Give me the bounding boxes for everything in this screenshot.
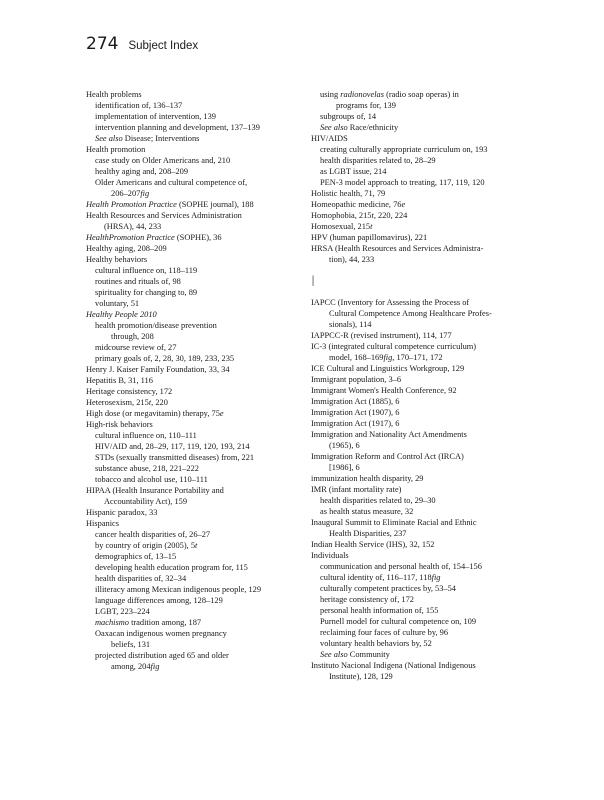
index-subentry bbox=[311, 100, 523, 111]
index-text: illiteracy among Mexican indigenous people, 129 bbox=[95, 585, 262, 594]
index-subentry bbox=[311, 122, 523, 133]
index-text: , 170–171, 172 bbox=[392, 353, 443, 362]
index-entry bbox=[311, 188, 523, 199]
index-text: Hispanics bbox=[86, 519, 120, 528]
index-entry bbox=[311, 210, 523, 221]
index-entry bbox=[86, 210, 298, 221]
index-text: machismo bbox=[95, 618, 129, 627]
index-text: Accountability Act), 159 bbox=[104, 497, 188, 506]
index-subentry bbox=[86, 551, 298, 562]
index-text: among, 204 bbox=[111, 662, 151, 671]
index-text: Older Americans and cultural competence of, bbox=[95, 178, 248, 187]
index-subentry bbox=[86, 166, 298, 177]
index-subentry bbox=[86, 573, 298, 584]
index-subentry bbox=[311, 319, 523, 330]
index-text: Health Disparities, 237 bbox=[329, 529, 407, 538]
index-text: subgroups of, 14 bbox=[320, 112, 377, 121]
index-subentry bbox=[311, 495, 523, 506]
index-subentry bbox=[311, 561, 523, 572]
index-text: Immigration Reform and Control Act (IRCA) bbox=[311, 452, 464, 461]
index-text: IAPCC (Inventory for Assessing the Process of bbox=[311, 298, 470, 307]
index-text: model, 168–169 bbox=[329, 353, 384, 362]
index-entry bbox=[86, 144, 298, 155]
index-text: , 220 bbox=[151, 398, 168, 407]
index-subentry bbox=[311, 605, 523, 616]
index-text: health disparities of, 32–34 bbox=[95, 574, 187, 583]
index-text: reclaiming four faces of culture by, 96 bbox=[320, 628, 449, 637]
index-text: fig bbox=[140, 189, 150, 198]
index-text: cultural identity of, 116–117, 118 bbox=[320, 573, 432, 582]
index-subentry bbox=[86, 452, 298, 463]
index-subentry bbox=[311, 254, 523, 265]
index-text: Cultural Competence Among Healthcare Profes- bbox=[329, 309, 492, 318]
index-entry bbox=[86, 232, 298, 243]
index-text: t bbox=[148, 398, 152, 407]
index-text: voluntary health behaviors by, 52 bbox=[320, 639, 432, 648]
index-subentry bbox=[311, 572, 523, 583]
index-text: Heterosexism, 215 bbox=[86, 398, 149, 407]
index-text: sionals), 114 bbox=[329, 320, 372, 329]
index-subentry bbox=[86, 540, 298, 551]
index-entry bbox=[311, 550, 523, 561]
index-text: projected distribution aged 65 and older bbox=[95, 651, 229, 660]
index-text: case study on Older Americans and, 210 bbox=[95, 156, 231, 165]
index-subentry bbox=[86, 584, 298, 595]
index-text: Healthy behaviors bbox=[86, 255, 148, 264]
index-subentry bbox=[311, 89, 523, 100]
index-text: Homosexual, 215 bbox=[311, 222, 371, 231]
index-text: cultural influence on, 118–119 bbox=[95, 266, 198, 275]
index-entry bbox=[86, 89, 298, 100]
index-text: Health Resources and Services Administration bbox=[86, 211, 242, 220]
index-entry bbox=[86, 309, 298, 320]
index-entry bbox=[311, 484, 523, 495]
index-subentry bbox=[311, 177, 523, 188]
index-subentry bbox=[311, 671, 523, 682]
index-text: heritage consistency of, 172 bbox=[320, 595, 414, 604]
index-text: culturally competent practices by, 53–54 bbox=[320, 584, 456, 593]
index-text: High-risk behaviors bbox=[86, 420, 153, 429]
index-subentry bbox=[86, 320, 298, 331]
index-text: Immigrant Women's Health Conference, 92 bbox=[311, 386, 457, 395]
index-text: HealthPromotion Practice bbox=[86, 233, 175, 242]
index-entry bbox=[86, 254, 298, 265]
index-text: Health promotion bbox=[86, 145, 146, 154]
index-text: midcourse review of, 27 bbox=[95, 343, 177, 352]
index-text: Race/ethnicity bbox=[347, 123, 399, 132]
index-entry bbox=[311, 133, 523, 144]
index-text: Hepatitis B, 31, 116 bbox=[86, 376, 153, 385]
index-text: immunization health disparity, 29 bbox=[311, 474, 424, 483]
index-entries-h-continued bbox=[311, 89, 523, 265]
index-text: Healthy People 2010 bbox=[86, 310, 157, 319]
index-subentry bbox=[311, 308, 523, 319]
index-text: primary goals of, 2, 28, 30, 189, 233, 235 bbox=[95, 354, 235, 363]
index-text: healthy aging and, 208–209 bbox=[95, 167, 189, 176]
index-text: tobacco and alcohol use, 110–111 bbox=[95, 475, 208, 484]
section-title: Subject Index bbox=[128, 40, 199, 52]
index-entry bbox=[311, 539, 523, 550]
index-text: tion), 44, 233 bbox=[329, 255, 375, 264]
index-text: cultural influence on, 110–111 bbox=[95, 431, 197, 440]
index-text: Health problems bbox=[86, 90, 142, 99]
index-subentry bbox=[86, 430, 298, 441]
index-text: Immigration Act (1885), 6 bbox=[311, 397, 400, 406]
index-text: Hispanic paradox, 33 bbox=[86, 508, 158, 517]
index-subentry bbox=[311, 111, 523, 122]
index-text: See also bbox=[95, 134, 123, 143]
index-text: as LGBT issue, 214 bbox=[320, 167, 387, 176]
index-text: routines and rituals of, 98 bbox=[95, 277, 181, 286]
index-subentry bbox=[86, 111, 298, 122]
index-subentry bbox=[86, 353, 298, 364]
index-subentry bbox=[311, 506, 523, 517]
index-entry bbox=[311, 451, 523, 462]
index-entry bbox=[311, 243, 523, 254]
index-subentry bbox=[86, 628, 298, 639]
index-entry bbox=[311, 418, 523, 429]
index-subentry bbox=[311, 616, 523, 627]
index-entry bbox=[311, 341, 523, 352]
index-text: developing health education program for, 115 bbox=[95, 563, 248, 572]
index-text: [1986], 6 bbox=[329, 463, 360, 472]
index-subentry bbox=[86, 463, 298, 474]
index-subentry bbox=[86, 441, 298, 452]
index-entry bbox=[311, 396, 523, 407]
index-text: Heritage consistency, 172 bbox=[86, 387, 173, 396]
index-text: Holistic health, 71, 79 bbox=[311, 189, 386, 198]
index-text: Institute), 128, 129 bbox=[329, 672, 393, 681]
index-subentry bbox=[86, 122, 298, 133]
index-text: health disparities related to, 28–29 bbox=[320, 156, 436, 165]
index-entry bbox=[311, 517, 523, 528]
index-subentry bbox=[86, 639, 298, 650]
index-subentry bbox=[86, 562, 298, 573]
index-text: STDs (sexually transmitted diseases) from, 221 bbox=[95, 453, 255, 462]
index-entry bbox=[86, 386, 298, 397]
index-text: (radio soap operas) in bbox=[383, 90, 459, 99]
index-text: health promotion/disease prevention bbox=[95, 321, 217, 330]
index-entry bbox=[311, 221, 523, 232]
index-text: t bbox=[371, 211, 374, 220]
index-text: Inaugural Summit to Eliminate Racial and Ethnic bbox=[311, 518, 477, 527]
index-subentry bbox=[311, 155, 523, 166]
index-text: HIV/AIDS bbox=[311, 134, 348, 143]
index-text: using bbox=[320, 90, 341, 99]
index-text: health disparities related to, 29–30 bbox=[320, 496, 436, 505]
index-entry bbox=[86, 375, 298, 386]
index-entry bbox=[311, 385, 523, 396]
index-text: creating culturally appropriate curriculum on, 193 bbox=[320, 145, 488, 154]
index-text: (1965), 6 bbox=[329, 441, 360, 450]
index-text: by country of origin (2005), 5 bbox=[95, 541, 196, 550]
index-text: beliefs, 131 bbox=[111, 640, 151, 649]
index-entry bbox=[86, 243, 298, 254]
letter-heading-text: I bbox=[311, 274, 316, 290]
index-subentry bbox=[311, 594, 523, 605]
index-entry bbox=[86, 518, 298, 529]
index-subentry bbox=[311, 649, 523, 660]
index-entry bbox=[311, 199, 523, 210]
index-text: Healthy aging, 208–209 bbox=[86, 244, 167, 253]
index-text: (HRSA), 44, 233 bbox=[104, 222, 162, 231]
index-subentry bbox=[86, 650, 298, 661]
index-column-right bbox=[311, 89, 523, 682]
index-text: , 220, 224 bbox=[373, 211, 408, 220]
index-text: HRSA (Health Resources and Services Administra- bbox=[311, 244, 484, 253]
index-text: Indian Health Service (IHS), 32, 152 bbox=[311, 540, 435, 549]
index-text: Homeopathic medicine, 76 bbox=[311, 200, 402, 209]
index-text: tradition among, 187 bbox=[128, 618, 202, 627]
index-text: t bbox=[195, 541, 198, 550]
index-text: (SOPHE journal), 188 bbox=[176, 200, 254, 209]
index-entry bbox=[311, 232, 523, 243]
index-subentry bbox=[311, 638, 523, 649]
index-text: Oaxacan indigenous women pregnancy bbox=[95, 629, 227, 638]
index-text: 206–207 bbox=[111, 189, 141, 198]
index-text: personal health information of, 155 bbox=[320, 606, 439, 615]
index-subentry bbox=[86, 496, 298, 507]
index-text: Immigration and Nationality Act Amendments bbox=[311, 430, 467, 439]
index-entry bbox=[86, 485, 298, 496]
index-text: t bbox=[370, 222, 373, 231]
index-text: IC-3 (integrated cultural competence curriculum) bbox=[311, 342, 477, 351]
index-subentry bbox=[86, 617, 298, 628]
index-subentry bbox=[311, 528, 523, 539]
index-entry bbox=[86, 419, 298, 430]
index-subentry bbox=[86, 276, 298, 287]
index-entry bbox=[86, 397, 298, 408]
index-text: HIV/AID and, 28–29, 117, 119, 120, 193, 214 bbox=[95, 442, 250, 451]
index-entry bbox=[86, 408, 298, 419]
index-subentry bbox=[311, 352, 523, 363]
page-header bbox=[86, 34, 198, 54]
index-text: Individuals bbox=[311, 551, 349, 560]
index-text: HIPAA (Health Insurance Portability and bbox=[86, 486, 224, 495]
index-entries-i bbox=[311, 297, 523, 682]
index-text: Homophobia, 215 bbox=[311, 211, 372, 220]
index-entry bbox=[311, 297, 523, 308]
index-entry bbox=[311, 429, 523, 440]
index-text: Henry J. Kaiser Family Foundation, 33, 34 bbox=[86, 365, 230, 374]
index-subentry bbox=[86, 474, 298, 485]
index-text: programs for, 139 bbox=[336, 101, 396, 110]
index-text: voluntary, 51 bbox=[95, 299, 140, 308]
index-text: fig bbox=[431, 573, 441, 582]
index-text: Immigrant population, 3–6 bbox=[311, 375, 402, 384]
index-text: cancer health disparities of, 26–27 bbox=[95, 530, 211, 539]
index-text: communication and personal health of, 154–156 bbox=[320, 562, 482, 571]
index-entry bbox=[311, 374, 523, 385]
index-subentry bbox=[86, 606, 298, 617]
index-text: radionovelas bbox=[340, 90, 384, 99]
index-entry bbox=[311, 473, 523, 484]
index-text: e bbox=[401, 200, 406, 209]
index-text: intervention planning and development, 137–139 bbox=[95, 123, 260, 132]
index-text: identification of, 136–137 bbox=[95, 101, 183, 110]
index-text: fig bbox=[150, 662, 160, 671]
index-entry bbox=[311, 363, 523, 374]
letter-heading bbox=[311, 275, 523, 297]
index-text: fig bbox=[383, 353, 393, 362]
index-subentry bbox=[86, 221, 298, 232]
index-subentry bbox=[86, 529, 298, 540]
index-entry bbox=[311, 330, 523, 341]
index-text: (SOPHE), 36 bbox=[174, 233, 222, 242]
index-column-left bbox=[86, 89, 298, 672]
index-subentry bbox=[311, 583, 523, 594]
index-entry bbox=[311, 660, 523, 671]
index-subentry bbox=[86, 155, 298, 166]
index-entry bbox=[86, 199, 298, 210]
index-text: ICE Cultural and Linguistics Workgroup, 129 bbox=[311, 364, 465, 373]
index-subentry bbox=[86, 331, 298, 342]
index-subentry bbox=[86, 265, 298, 276]
index-text: Community bbox=[347, 650, 390, 659]
index-text: substance abuse, 218, 221–222 bbox=[95, 464, 199, 473]
index-subentry bbox=[86, 188, 298, 199]
index-subentry bbox=[86, 287, 298, 298]
index-text: spirituality for changing to, 89 bbox=[95, 288, 198, 297]
index-entry bbox=[311, 407, 523, 418]
index-subentry bbox=[311, 627, 523, 638]
index-text: Disease; Interventions bbox=[122, 134, 200, 143]
index-subentry bbox=[311, 166, 523, 177]
index-text: Immigration Act (1907), 6 bbox=[311, 408, 400, 417]
index-text: language differences among, 128–129 bbox=[95, 596, 223, 605]
index-subentry bbox=[311, 144, 523, 155]
index-subentry bbox=[86, 298, 298, 309]
index-text: demographics of, 13–15 bbox=[95, 552, 177, 561]
index-text: Health Promotion Practice bbox=[86, 200, 177, 209]
index-text: LGBT, 223–224 bbox=[95, 607, 150, 616]
index-text: IAPPCC-R (revised instrument), 114, 177 bbox=[311, 331, 452, 340]
index-subentry bbox=[86, 342, 298, 353]
index-text: High dose (or megavitamin) therapy, 75 bbox=[86, 409, 220, 418]
index-text: HPV (human papillomavirus), 221 bbox=[311, 233, 428, 242]
index-text: Instituto Nacional Indigena (National Indigenous bbox=[311, 661, 476, 670]
index-entry bbox=[86, 507, 298, 518]
index-subentry bbox=[311, 462, 523, 473]
index-text: implementation of intervention, 139 bbox=[95, 112, 216, 121]
index-text: through, 208 bbox=[111, 332, 154, 341]
index-text: PEN-3 model approach to treating, 117, 119, 120 bbox=[320, 178, 485, 187]
index-text: Purnell model for cultural competence on, 109 bbox=[320, 617, 477, 626]
index-text: See also bbox=[320, 650, 348, 659]
index-subentry bbox=[86, 177, 298, 188]
index-text: Immigration Act (1917), 6 bbox=[311, 419, 400, 428]
index-subentry bbox=[86, 133, 298, 144]
index-text: as health status measure, 32 bbox=[320, 507, 414, 516]
index-entry bbox=[86, 364, 298, 375]
index-text: See also bbox=[320, 123, 348, 132]
page-number: 274 bbox=[86, 34, 119, 54]
index-text: e bbox=[219, 409, 224, 418]
index-text: IMR (infant mortality rate) bbox=[311, 485, 402, 494]
index-subentry bbox=[311, 440, 523, 451]
index-subentry bbox=[86, 661, 298, 672]
index-subentry bbox=[86, 100, 298, 111]
index-subentry bbox=[86, 595, 298, 606]
